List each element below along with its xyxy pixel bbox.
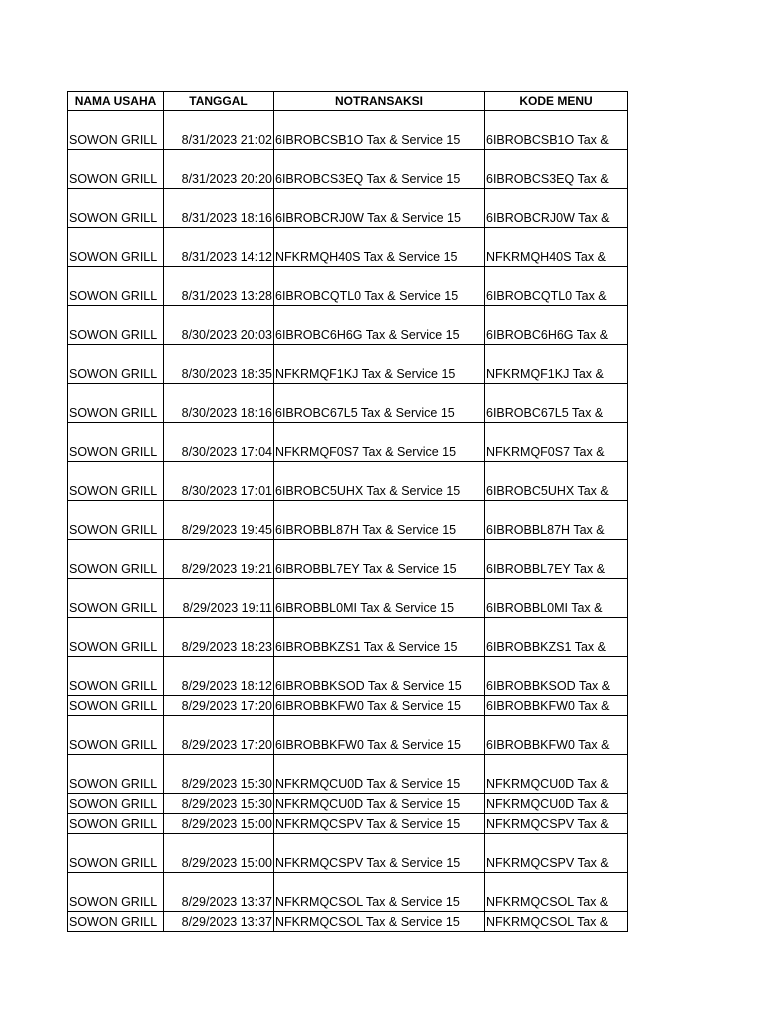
cell-kode-menu[interactable]: 6IBROBBKFW0 Tax & [485,716,628,755]
spreadsheet-page [67,91,628,932]
cell-notransaksi[interactable]: NFKRMQCSOL Tax & Service 15 [274,912,485,932]
cell-nama-usaha[interactable]: SOWON GRILL [68,755,164,794]
cell-tanggal[interactable]: 8/31/2023 13:28 [164,267,274,306]
header-row [68,92,628,111]
cell-kode-menu[interactable]: 6IBROBBKSOD Tax & [485,657,628,696]
cell-tanggal[interactable]: 8/29/2023 13:37 [164,912,274,932]
table-row [68,111,628,150]
cell-nama-usaha[interactable]: SOWON GRILL [68,501,164,540]
cell-tanggal[interactable]: 8/29/2023 19:11 [164,579,274,618]
table-row [68,618,628,657]
cell-tanggal[interactable]: 8/29/2023 15:30 [164,794,274,814]
cell-kode-menu[interactable]: 6IBROBCS3EQ Tax & [485,150,628,189]
cell-tanggal[interactable]: 8/29/2023 17:20 [164,696,274,716]
table-row [68,912,628,932]
cell-tanggal[interactable]: 8/29/2023 18:23 [164,618,274,657]
cell-nama-usaha[interactable]: SOWON GRILL [68,345,164,384]
cell-nama-usaha[interactable]: SOWON GRILL [68,267,164,306]
cell-nama-usaha[interactable]: SOWON GRILL [68,873,164,912]
header-tanggal[interactable]: TANGGAL [164,92,274,111]
table-body [68,111,628,932]
table-row [68,423,628,462]
cell-tanggal[interactable]: 8/29/2023 15:30 [164,755,274,794]
header-nama-usaha[interactable]: NAMA USAHA [68,92,164,111]
cell-tanggal[interactable]: 8/31/2023 14:12 [164,228,274,267]
cell-notransaksi[interactable]: 6IBROBCQTL0 Tax & Service 15 [274,267,485,306]
cell-notransaksi[interactable]: 6IBROBCSB1O Tax & Service 15 [274,111,485,150]
cell-tanggal[interactable]: 8/31/2023 18:16 [164,189,274,228]
cell-nama-usaha[interactable]: SOWON GRILL [68,618,164,657]
cell-notransaksi[interactable]: 6IBROBBKFW0 Tax & Service 15 [274,696,485,716]
cell-tanggal[interactable]: 8/29/2023 19:21 [164,540,274,579]
cell-kode-menu[interactable]: 6IBROBBL87H Tax & [485,501,628,540]
cell-notransaksi[interactable]: 6IBROBBL7EY Tax & Service 15 [274,540,485,579]
cell-kode-menu[interactable]: NFKRMQCSOL Tax & [485,873,628,912]
cell-kode-menu[interactable]: 6IBROBBKFW0 Tax & [485,696,628,716]
table-row [68,228,628,267]
cell-nama-usaha[interactable]: SOWON GRILL [68,794,164,814]
table-row [68,696,628,716]
cell-nama-usaha[interactable]: SOWON GRILL [68,579,164,618]
cell-notransaksi[interactable]: 6IBROBBKZS1 Tax & Service 15 [274,618,485,657]
cell-notransaksi[interactable]: NFKRMQF0S7 Tax & Service 15 [274,423,485,462]
cell-notransaksi[interactable]: NFKRMQCU0D Tax & Service 15 [274,755,485,794]
cell-nama-usaha[interactable]: SOWON GRILL [68,462,164,501]
cell-notransaksi[interactable]: NFKRMQCSOL Tax & Service 15 [274,873,485,912]
table-row [68,501,628,540]
cell-kode-menu[interactable]: 6IBROBC67L5 Tax & [485,384,628,423]
cell-tanggal[interactable]: 8/30/2023 18:16 [164,384,274,423]
cell-notransaksi[interactable]: 6IBROBBKFW0 Tax & Service 15 [274,716,485,755]
cell-nama-usaha[interactable]: SOWON GRILL [68,814,164,834]
cell-tanggal[interactable]: 8/31/2023 20:20 [164,150,274,189]
cell-kode-menu[interactable]: 6IBROBC5UHX Tax & [485,462,628,501]
table-row [68,267,628,306]
cell-kode-menu[interactable]: 6IBROBCQTL0 Tax & [485,267,628,306]
table-row [68,345,628,384]
table-row [68,794,628,814]
cell-nama-usaha[interactable]: SOWON GRILL [68,150,164,189]
header-kode-menu[interactable]: KODE MENU [485,92,628,111]
cell-notransaksi[interactable]: NFKRMQCSPV Tax & Service 15 [274,814,485,834]
cell-tanggal[interactable]: 8/30/2023 17:04 [164,423,274,462]
cell-nama-usaha[interactable]: SOWON GRILL [68,228,164,267]
cell-nama-usaha[interactable]: SOWON GRILL [68,540,164,579]
table-row [68,540,628,579]
cell-tanggal[interactable]: 8/29/2023 13:37 [164,873,274,912]
cell-notransaksi[interactable]: NFKRMQH40S Tax & Service 15 [274,228,485,267]
table-row [68,384,628,423]
cell-notransaksi[interactable]: 6IBROBCS3EQ Tax & Service 15 [274,150,485,189]
cell-nama-usaha[interactable]: SOWON GRILL [68,834,164,873]
cell-tanggal[interactable]: 8/29/2023 19:45 [164,501,274,540]
cell-notransaksi[interactable]: NFKRMQF1KJ Tax & Service 15 [274,345,485,384]
header-notransaksi[interactable]: NOTRANSAKSI [274,92,485,111]
cell-nama-usaha[interactable]: SOWON GRILL [68,111,164,150]
cell-tanggal[interactable]: 8/29/2023 15:00 [164,834,274,873]
cell-nama-usaha[interactable]: SOWON GRILL [68,189,164,228]
cell-kode-menu[interactable]: NFKRMQH40S Tax & [485,228,628,267]
cell-kode-menu[interactable]: 6IBROBCSB1O Tax & [485,111,628,150]
cell-nama-usaha[interactable]: SOWON GRILL [68,657,164,696]
cell-kode-menu[interactable]: NFKRMQCU0D Tax & [485,794,628,814]
table-row [68,150,628,189]
cell-kode-menu[interactable]: NFKRMQF0S7 Tax & [485,423,628,462]
cell-nama-usaha[interactable]: SOWON GRILL [68,696,164,716]
cell-tanggal[interactable]: 8/30/2023 20:03 [164,306,274,345]
cell-nama-usaha[interactable]: SOWON GRILL [68,423,164,462]
cell-notransaksi[interactable]: NFKRMQCU0D Tax & Service 15 [274,794,485,814]
cell-kode-menu[interactable]: 6IBROBBL7EY Tax & [485,540,628,579]
cell-tanggal[interactable]: 8/29/2023 17:20 [164,716,274,755]
transactions-table [67,91,628,932]
cell-kode-menu[interactable]: 6IBROBC6H6G Tax & [485,306,628,345]
cell-tanggal[interactable]: 8/30/2023 17:01 [164,462,274,501]
cell-nama-usaha[interactable]: SOWON GRILL [68,306,164,345]
cell-notransaksi[interactable]: 6IBROBC5UHX Tax & Service 15 [274,462,485,501]
table-header [68,92,628,111]
table-row [68,716,628,755]
cell-kode-menu[interactable]: NFKRMQF1KJ Tax & [485,345,628,384]
table-row [68,873,628,912]
cell-kode-menu[interactable]: 6IBROBCRJ0W Tax & [485,189,628,228]
cell-kode-menu[interactable]: NFKRMQCU0D Tax & [485,755,628,794]
cell-notransaksi[interactable]: 6IBROBC6H6G Tax & Service 15 [274,306,485,345]
cell-nama-usaha[interactable]: SOWON GRILL [68,912,164,932]
table-row [68,755,628,794]
cell-notransaksi[interactable]: 6IBROBBL0MI Tax & Service 15 [274,579,485,618]
cell-nama-usaha[interactable]: SOWON GRILL [68,716,164,755]
cell-notransaksi[interactable]: 6IBROBCRJ0W Tax & Service 15 [274,189,485,228]
cell-kode-menu[interactable]: NFKRMQCSOL Tax & [485,912,628,932]
table-row [68,189,628,228]
table-row [68,814,628,834]
cell-tanggal[interactable]: 8/29/2023 18:12 [164,657,274,696]
cell-tanggal[interactable]: 8/30/2023 18:35 [164,345,274,384]
table-row [68,579,628,618]
cell-notransaksi[interactable]: 6IBROBC67L5 Tax & Service 15 [274,384,485,423]
table-row [68,834,628,873]
cell-kode-menu[interactable]: NFKRMQCSPV Tax & [485,834,628,873]
table-row [68,306,628,345]
cell-kode-menu[interactable]: 6IBROBBL0MI Tax & [485,579,628,618]
cell-kode-menu[interactable]: 6IBROBBKZS1 Tax & [485,618,628,657]
cell-tanggal[interactable]: 8/31/2023 21:02 [164,111,274,150]
cell-tanggal[interactable]: 8/29/2023 15:00 [164,814,274,834]
cell-kode-menu[interactable]: NFKRMQCSPV Tax & [485,814,628,834]
cell-notransaksi[interactable]: NFKRMQCSPV Tax & Service 15 [274,834,485,873]
table-row [68,657,628,696]
cell-nama-usaha[interactable]: SOWON GRILL [68,384,164,423]
cell-notransaksi[interactable]: 6IBROBBL87H Tax & Service 15 [274,501,485,540]
table-row [68,462,628,501]
cell-notransaksi[interactable]: 6IBROBBKSOD Tax & Service 15 [274,657,485,696]
